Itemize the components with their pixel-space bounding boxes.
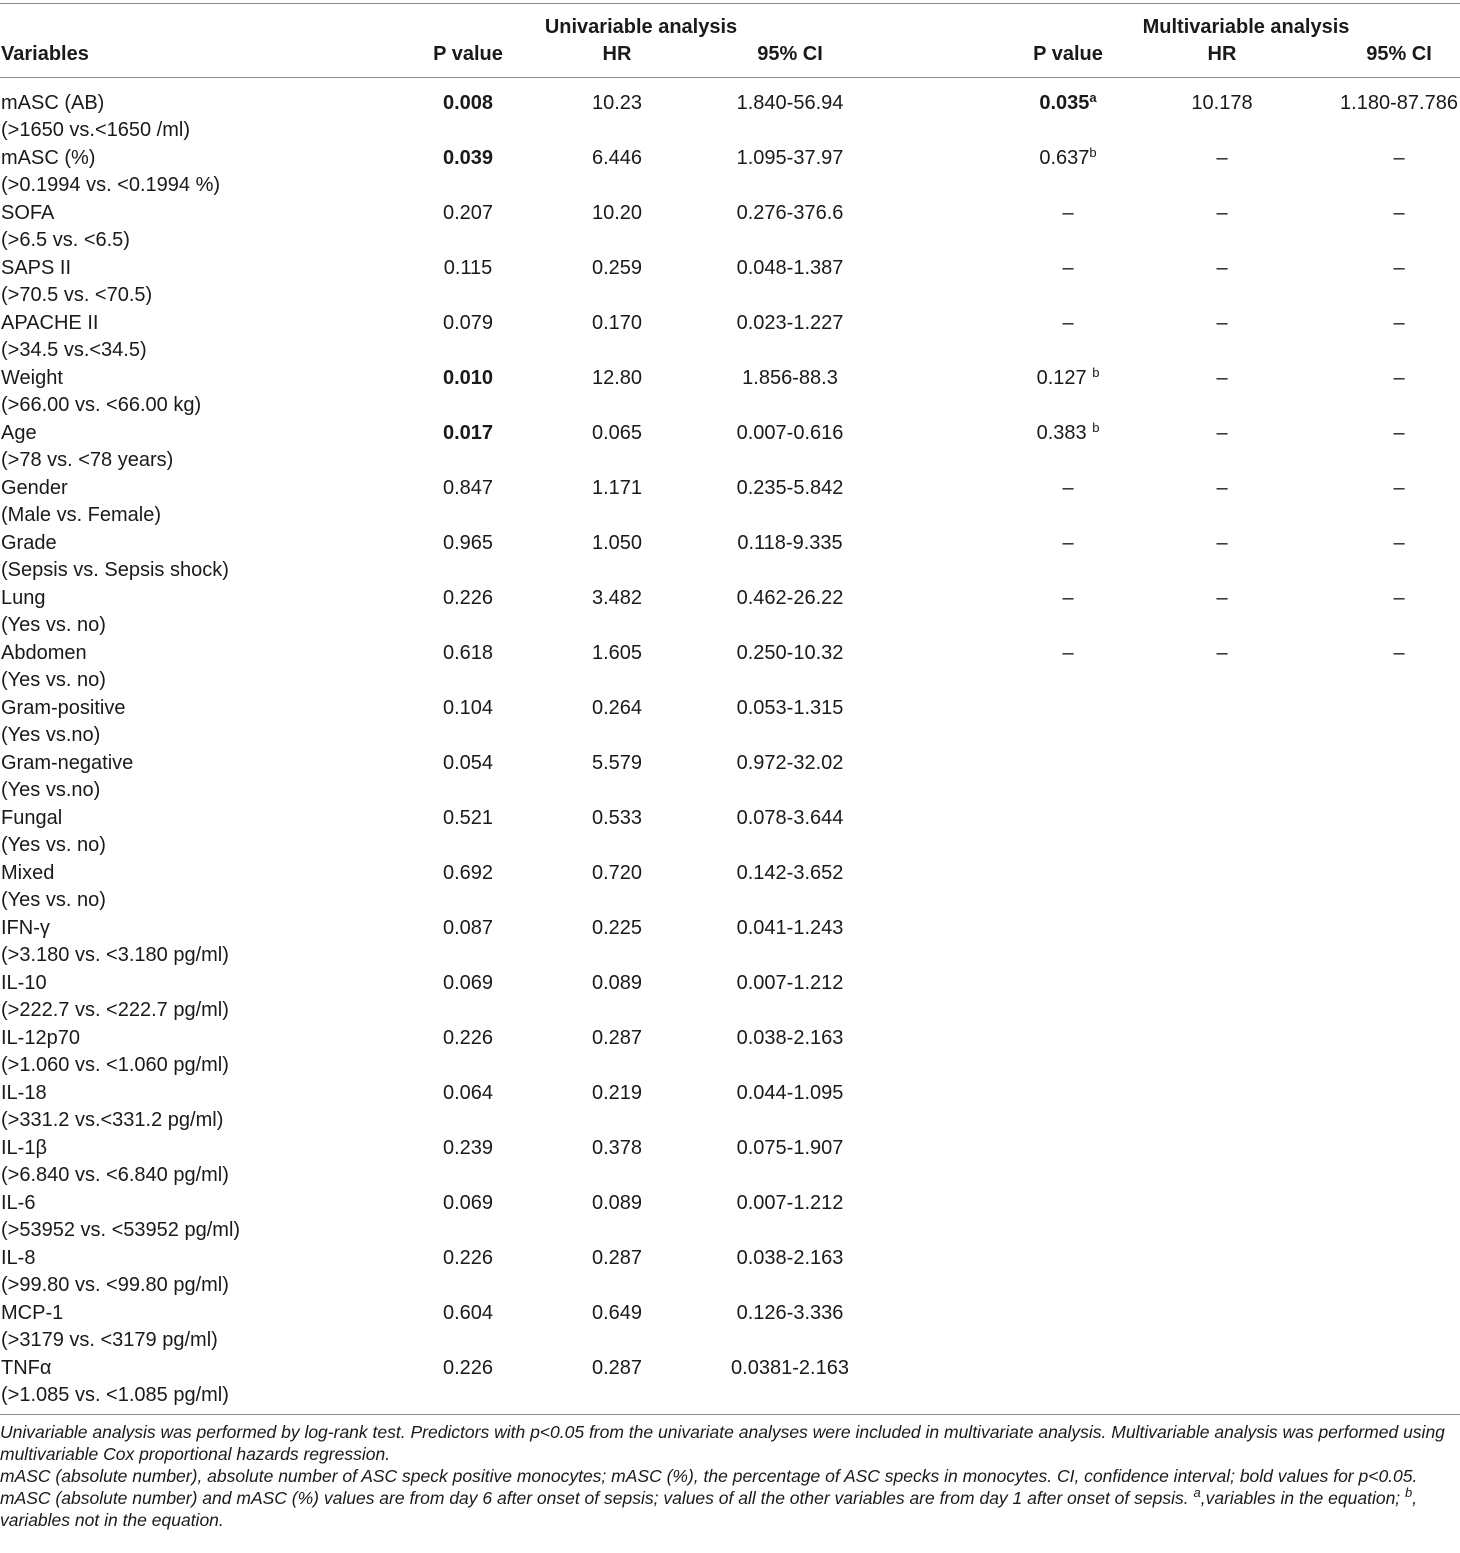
table-row [0,860,1460,915]
variable-name: SOFA [1,202,55,224]
variable-name: TNFα [1,1357,52,1379]
cell-multi-ci: – [1393,422,1405,444]
table-row [0,200,1460,255]
cell-uni-hr: 0.287 [591,1027,643,1049]
table-row [0,805,1460,860]
cell-uni-ci: 0.053-1.315 [736,697,844,719]
cell-variable [1,585,106,639]
cell-variable [1,915,229,969]
cell-multi-p-value: – [1062,532,1074,554]
cell-multi-hr: – [1216,147,1228,169]
cell-variable [1,1300,218,1354]
cell-variable [1,1135,229,1189]
table-row [0,420,1460,475]
variable-comparison: (Yes vs.no) [1,724,101,746]
variable-comparison: (>1650 vs.<1650 /ml) [1,119,190,141]
variable-name: Mixed [1,862,55,884]
variable-name: IL-12p70 [1,1027,80,1049]
cell-uni-p-value: 0.008 [442,92,494,114]
table-row [0,1080,1460,1135]
cell-uni-p-value: 0.226 [442,1027,494,1049]
cell-uni-ci: 0.007-1.212 [736,972,844,994]
cell-variable [1,310,147,364]
cell-multi-hr: – [1216,367,1228,389]
table-row [0,365,1460,420]
header-uni-hr: HR [602,43,632,65]
cell-uni-ci: 0.078-3.644 [736,807,844,829]
footnote-days: mASC (absolute number) and mASC (%) values are from day 6 after onset of sepsis; values of all the other variables are from day 1 after onset of sepsis. $^a$,variables in the equation; $^b$, variables not in the equation. [0,1485,1418,1530]
variable-name: APACHE II [1,312,99,334]
cell-variable [1,1025,229,1079]
table-row [0,255,1460,310]
cell-uni-hr: 0.089 [591,1192,643,1214]
table-row [0,1355,1460,1410]
cell-multi-hr: – [1216,202,1228,224]
cell-uni-p-value: 0.692 [442,862,494,884]
cell-variable [1,420,173,474]
cell-uni-p-value: 0.017 [442,422,494,444]
header-uni-ci: 95% CI [757,43,823,65]
cell-uni-ci: 0.972-32.02 [736,752,844,774]
cell-uni-ci: 0.126-3.336 [736,1302,844,1324]
cell-uni-ci: 0.250-10.32 [736,642,844,664]
table-row [0,310,1460,365]
header-multi-hr: HR [1207,43,1237,65]
table-row [0,585,1460,640]
variable-name: mASC (%) [1,147,96,169]
cell-uni-p-value: 0.039 [442,147,494,169]
footnote-methods: Univariable analysis was performed by log-rank test. Predictors with p<0.05 from the univariate analyses were included in multivariate analysis. Multivariable analysis was performed using multivariable Cox proportional hazards regression. [0,1422,1445,1464]
footnote-sup-a: a [1193,1485,1201,1500]
header-multi-ci: 95% CI [1366,43,1432,65]
cell-uni-p-value: 0.521 [442,807,494,829]
cell-uni-hr: 3.482 [591,587,643,609]
variable-name: Gram-negative [1,752,134,774]
cell-multi-p-value: – [1062,202,1074,224]
footnote-abbreviations: mASC (absolute number), absolute number of ASC speck positive monocytes; mASC (%), the percentage of ASC specks in monocytes. CI, confidence interval; bold values for p<0.05. [0,1466,1418,1486]
cell-uni-p-value: 0.087 [442,917,494,939]
cell-multi-ci: – [1393,587,1405,609]
variable-comparison: (Yes vs. no) [1,614,106,636]
variable-comparison: (>34.5 vs.<34.5) [1,339,147,361]
cell-variable [1,640,106,694]
variable-name: MCP-1 [1,1302,64,1324]
cell-uni-hr: 0.720 [591,862,643,884]
cell-uni-p-value: 0.965 [442,532,494,554]
variable-name: Gram-positive [1,697,126,719]
top-rule [0,3,1460,4]
cell-multi-ci: 1.180-87.786 [1340,92,1458,114]
cell-uni-hr: 0.225 [591,917,643,939]
cell-uni-hr: 1.171 [591,477,643,499]
cell-uni-p-value: 0.226 [442,587,494,609]
cell-uni-ci: 0.235-5.842 [736,477,844,499]
cell-uni-p-value: 0.604 [442,1302,494,1324]
cell-multi-hr: – [1216,477,1228,499]
table-row [0,1135,1460,1190]
cell-variable [1,475,161,529]
cell-uni-p-value: 0.115 [443,257,493,279]
cell-uni-ci: 0.044-1.095 [736,1082,844,1104]
cell-multi-ci: – [1393,532,1405,554]
cell-variable [1,255,152,309]
variable-name: Age [1,422,37,444]
header-variables: Variables [1,43,89,65]
variable-comparison: (>1.060 vs. <1.060 pg/ml) [1,1054,229,1076]
cell-multi-p-value: – [1062,477,1074,499]
variable-comparison: (>331.2 vs.<331.2 pg/ml) [1,1109,224,1131]
cell-uni-ci: 1.095-37.97 [736,147,844,169]
cell-uni-ci: 0.007-0.616 [736,422,844,444]
cell-multi-p-value: – [1062,642,1074,664]
table-row [0,90,1460,145]
table-row [0,915,1460,970]
footnote-sup-b: b [1405,1485,1413,1500]
cell-uni-hr: 0.378 [591,1137,643,1159]
cell-uni-hr: 5.579 [591,752,643,774]
cell-uni-ci: 0.007-1.212 [736,1192,844,1214]
variable-name: Grade [1,532,57,554]
cell-variable [1,750,133,804]
variable-comparison: (Yes vs. no) [1,669,106,691]
table-body [0,90,1460,1410]
bottom-rule [0,1414,1460,1415]
variable-comparison: (>6.5 vs. <6.5) [1,229,130,251]
cell-uni-ci: 0.023-1.227 [736,312,844,334]
cell-multi-ci: – [1393,257,1405,279]
cell-uni-hr: 0.089 [591,972,643,994]
cell-multi-p-value: – [1062,587,1074,609]
footnote-marker: a [1089,90,1097,105]
cell-variable [1,1355,229,1409]
cell-uni-p-value: 0.104 [442,697,494,719]
cell-variable [1,145,220,199]
variable-name: Weight [1,367,63,389]
cell-multi-hr: – [1216,532,1228,554]
table-row [0,1190,1460,1245]
cell-uni-ci: 0.462-26.22 [736,587,844,609]
cell-uni-hr: 0.649 [591,1302,643,1324]
cell-variable [1,200,130,254]
cell-multi-hr: – [1216,312,1228,334]
cell-variable [1,970,229,1024]
variable-comparison: (>0.1994 vs. <0.1994 %) [1,174,221,196]
table-footnotes [0,1421,1460,1531]
variable-comparison: (Yes vs. no) [1,889,106,911]
cell-uni-hr: 0.533 [591,807,643,829]
cell-uni-hr: 0.065 [591,422,643,444]
cell-uni-hr: 1.050 [591,532,643,554]
variable-name: IL-18 [1,1082,47,1104]
cell-uni-hr: 10.20 [591,202,643,224]
cell-multi-ci: – [1393,312,1405,334]
cell-multi-p-value: 0.035$^a$ [1039,90,1097,114]
cell-uni-ci: 0.075-1.907 [736,1137,844,1159]
cell-variable [1,1245,229,1299]
cell-multi-ci: – [1393,147,1405,169]
cell-multi-hr: 10.178 [1191,92,1253,114]
cell-multi-p-value: 0.383 $^b$ [1036,420,1100,444]
variable-name: Fungal [1,807,63,829]
cell-uni-hr: 1.605 [591,642,643,664]
variable-comparison: (>78 vs. <78 years) [1,449,174,471]
cell-multi-ci: – [1393,367,1405,389]
cell-multi-hr: – [1216,642,1228,664]
cell-uni-p-value: 0.069 [442,1192,494,1214]
univariable-group-header: Univariable analysis [544,16,738,38]
cell-uni-hr: 0.170 [591,312,643,334]
table-row [0,1025,1460,1080]
table-row [0,530,1460,585]
cell-variable [1,90,190,144]
table-row [0,640,1460,695]
cell-uni-p-value: 0.207 [442,202,494,224]
cell-uni-p-value: 0.226 [442,1357,494,1379]
cell-uni-hr: 0.264 [591,697,643,719]
cell-uni-p-value: 0.239 [442,1137,494,1159]
cell-uni-p-value: 0.064 [442,1082,494,1104]
table-row [0,750,1460,805]
variable-name: Gender [1,477,68,499]
cell-variable [1,695,125,749]
variable-comparison: (>70.5 vs. <70.5) [1,284,153,306]
footnote-marker: b [1092,420,1100,435]
table-row [0,695,1460,750]
variable-comparison: (Sepsis vs. Sepsis shock) [1,559,229,581]
cell-variable [1,365,201,419]
cell-uni-p-value: 0.054 [442,752,494,774]
cell-uni-hr: 12.80 [591,367,643,389]
variable-comparison: (>222.7 vs. <222.7 pg/ml) [1,999,229,1021]
variable-name: IL-6 [1,1192,36,1214]
header-uni-p-value: P value [433,43,503,65]
variable-comparison: (>6.840 vs. <6.840 pg/ml) [1,1164,229,1186]
cell-uni-ci: 0.041-1.243 [736,917,844,939]
variable-name: IL-10 [1,972,47,994]
cell-uni-ci: 0.276-376.6 [736,202,844,224]
cell-multi-hr: – [1216,587,1228,609]
variable-comparison: (Yes vs.no) [1,779,101,801]
cell-uni-p-value: 0.079 [442,312,494,334]
variable-comparison: (>3179 vs. <3179 pg/ml) [1,1329,218,1351]
variable-name: IL-1β [1,1137,47,1159]
cell-uni-ci: 0.038-2.163 [736,1027,844,1049]
cell-uni-hr: 0.287 [591,1247,643,1269]
cell-multi-p-value: – [1062,257,1074,279]
footnote-marker: b [1089,145,1097,160]
cell-uni-ci: 0.0381-2.163 [731,1357,849,1379]
multivariable-group-header: Multivariable analysis [1142,16,1350,38]
cell-variable [1,1190,240,1244]
cell-uni-hr: 10.23 [591,92,643,114]
cell-variable [1,860,106,914]
variable-comparison: (>99.80 vs. <99.80 pg/ml) [1,1274,229,1296]
cell-uni-ci: 0.048-1.387 [736,257,844,279]
cell-uni-p-value: 0.010 [442,367,494,389]
cell-multi-ci: – [1393,202,1405,224]
cell-uni-p-value: 0.618 [442,642,494,664]
cell-uni-p-value: 0.847 [442,477,494,499]
variable-comparison: (>3.180 vs. <3.180 pg/ml) [1,944,229,966]
variable-comparison: (Yes vs. no) [1,834,106,856]
cell-multi-p-value: – [1062,312,1074,334]
cell-uni-p-value: 0.069 [442,972,494,994]
variable-comparison: (>53952 vs. <53952 pg/ml) [1,1219,241,1241]
cell-multi-hr: – [1216,257,1228,279]
table-row [0,1300,1460,1355]
cell-multi-hr: – [1216,422,1228,444]
variable-name: IL-8 [1,1247,36,1269]
cell-variable [1,530,229,584]
table-row [0,1245,1460,1300]
cell-variable [1,1080,223,1134]
cell-uni-p-value: 0.226 [442,1247,494,1269]
cell-uni-hr: 0.219 [591,1082,643,1104]
cell-uni-hr: 0.287 [591,1357,643,1379]
header-multi-p-value: P value [1033,43,1103,65]
cell-uni-hr: 0.259 [591,257,643,279]
cell-variable [1,805,106,859]
cell-uni-hr: 6.446 [591,147,643,169]
cell-uni-ci: 0.142-3.652 [736,862,844,884]
variable-comparison: (Male vs. Female) [1,504,162,526]
variable-comparison: (>66.00 vs. <66.00 kg) [1,394,202,416]
table-row [0,475,1460,530]
cell-uni-ci: 1.856-88.3 [742,367,838,389]
cell-uni-ci: 0.038-2.163 [736,1247,844,1269]
variable-comparison: (>1.085 vs. <1.085 pg/ml) [1,1384,229,1406]
cell-uni-ci: 1.840-56.94 [736,92,844,114]
variable-name: Abdomen [1,642,87,664]
variable-name: SAPS II [1,257,72,279]
cell-multi-ci: – [1393,477,1405,499]
footnote-marker: b [1092,365,1100,380]
cell-multi-p-value: 0.637$^b$ [1039,145,1097,169]
cell-multi-p-value: 0.127 $^b$ [1036,365,1100,389]
header-rule [0,77,1460,78]
cell-uni-ci: 0.118-9.335 [737,532,843,554]
table-row [0,145,1460,200]
variable-name: mASC (AB) [1,92,105,114]
variable-name: Lung [1,587,46,609]
table-row [0,970,1460,1025]
cell-multi-ci: – [1393,642,1405,664]
variable-name: IFN-γ [1,917,50,939]
